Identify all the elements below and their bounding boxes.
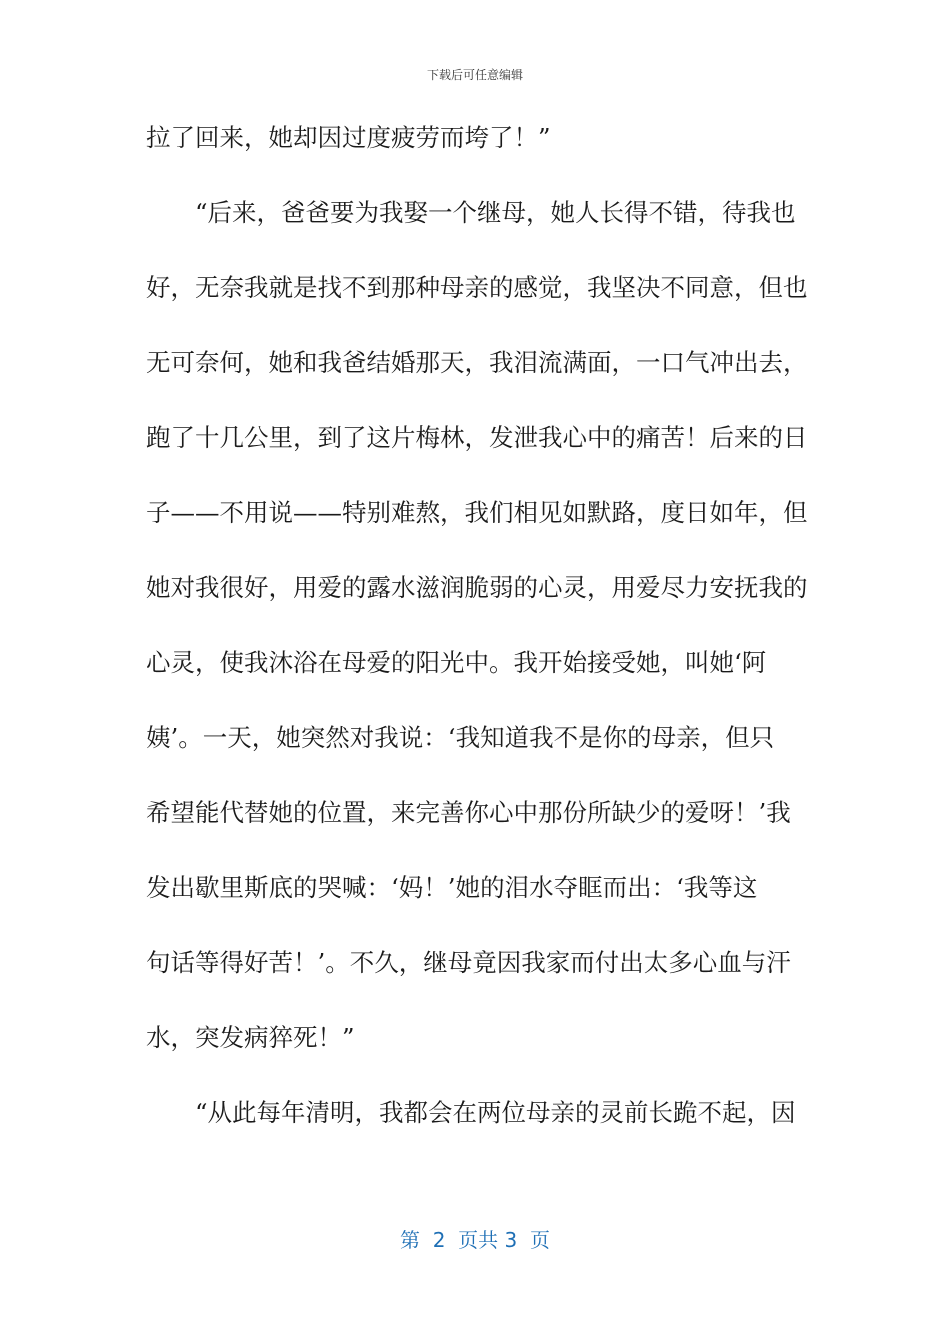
- text-line: 跑了十几公里，到了这片梅林，发泄我心中的痛苦！后来的日: [146, 423, 808, 452]
- text-line: 好，无奈我就是找不到那种母亲的感觉，我坚决不同意，但也: [146, 273, 808, 302]
- text-line: “后来，爸爸要为我娶一个继母，她人长得不错，待我也: [146, 198, 796, 227]
- text-line: 拉了回来，她却因过度疲劳而垮了！”: [146, 123, 551, 152]
- body-text: [146, 118, 808, 1168]
- text-line: 水，突发病猝死！”: [146, 1023, 355, 1052]
- text-line: 姨’。一天，她突然对我说：‘我知道我不是你的母亲，但只: [146, 723, 775, 752]
- text-line: 发出歇里斯底的哭喊：‘妈！’她的泪水夺眶而出：‘我等这: [146, 873, 758, 902]
- text-line: 子——不用说——特别难熬，我们相见如默路，度日如年，但: [146, 498, 808, 527]
- text-line: “从此每年清明，我都会在两位母亲的灵前长跪不起，因: [146, 1098, 796, 1127]
- header-note: 下载后可任意编辑: [426, 68, 523, 82]
- text-line: 心灵，使我沐浴在母爱的阳光中。我开始接受她，叫她‘阿: [146, 648, 767, 677]
- text-line: 无可奈何，她和我爸结婚那天，我泪流满面，一口气冲出去，: [146, 348, 808, 377]
- page-number-footer: 第 2 页共 3 页: [400, 1228, 550, 1252]
- text-line: 句话等得好苦！’。不久，继母竟因我家而付出太多心血与汗: [146, 948, 791, 977]
- text-line: 她对我很好，用爱的露水滋润脆弱的心灵，用爱尽力安抚我的: [146, 573, 808, 602]
- text-line: 希望能代替她的位置，来完善你心中那份所缺少的爱呀！’我: [146, 798, 791, 827]
